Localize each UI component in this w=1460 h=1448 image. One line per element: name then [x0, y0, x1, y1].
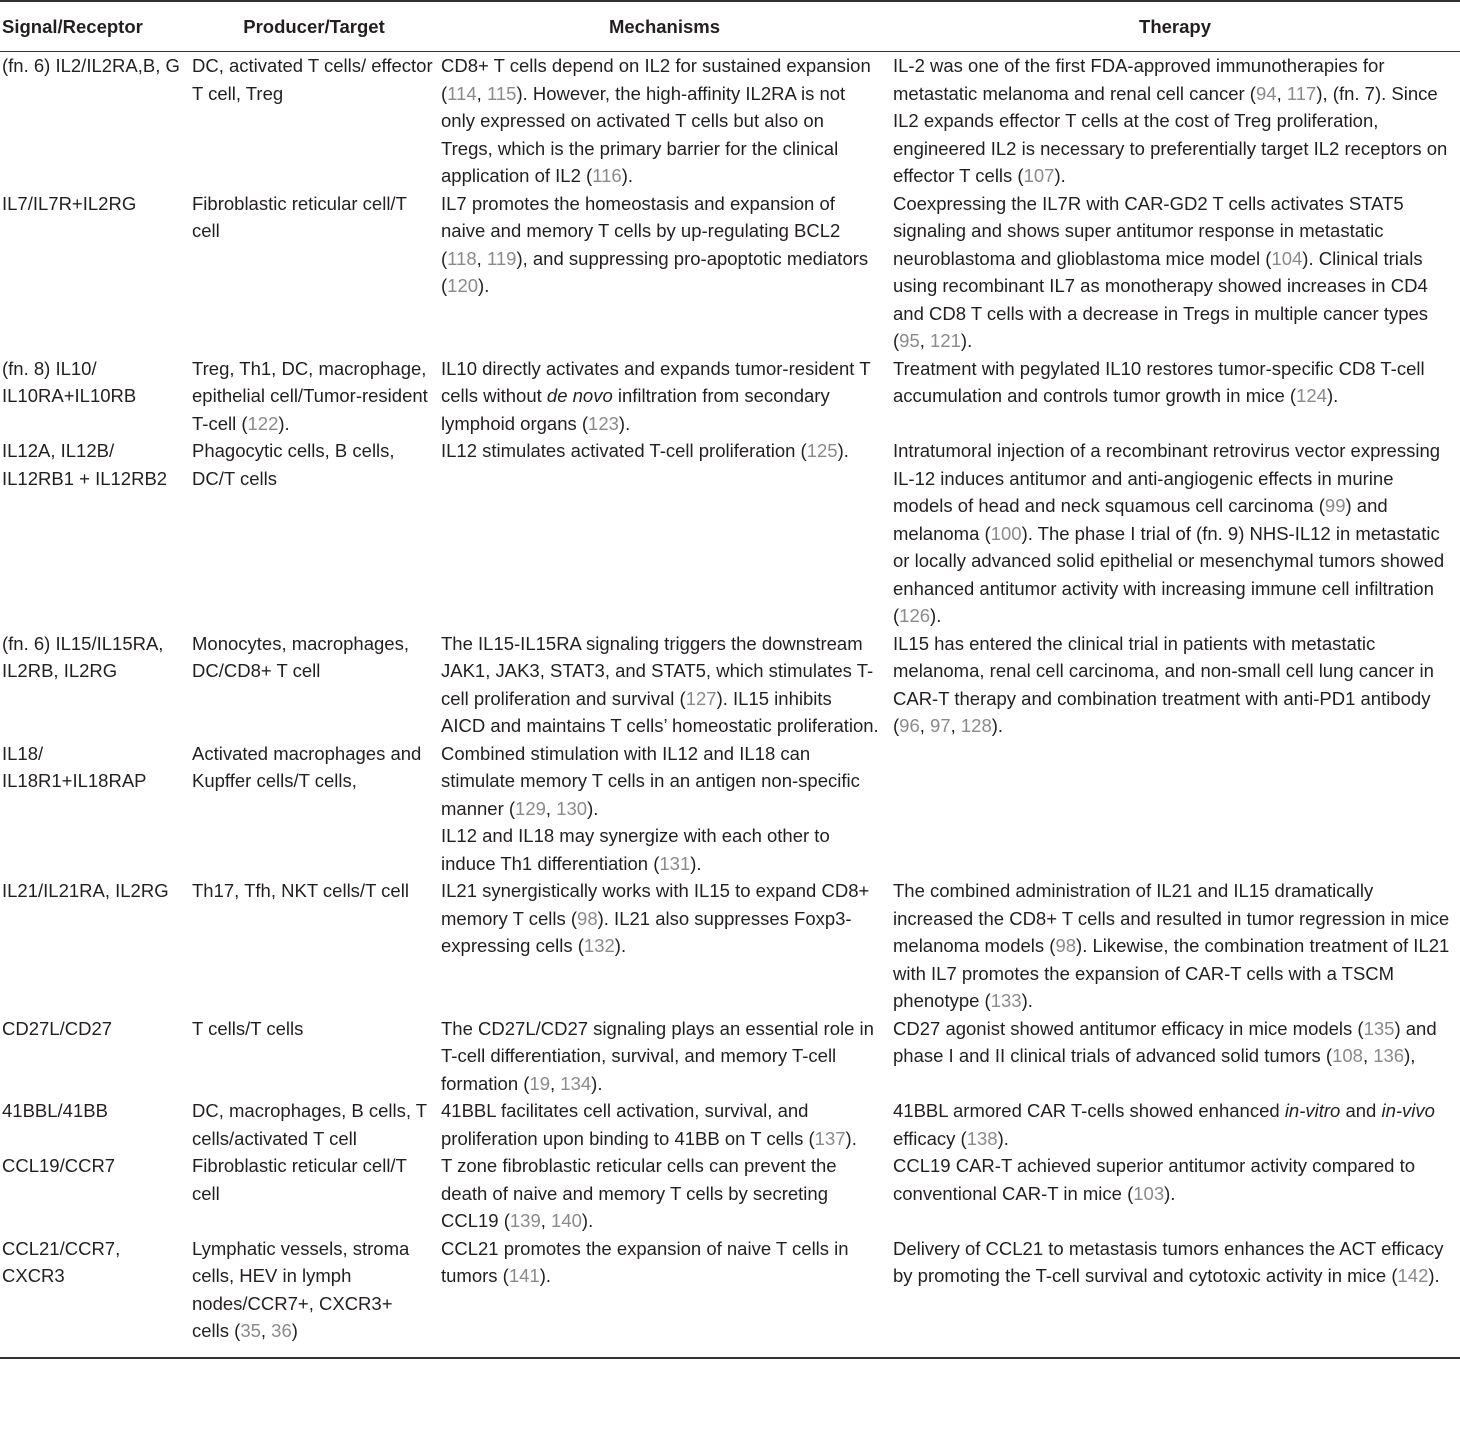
citation-ref: 128: [960, 715, 992, 736]
cell-text: CD8+ T cells depend on IL2 for sustained expansion (: [441, 55, 871, 104]
cell-text: CCL19 CAR-T achieved superior antitumor activity compared to conventional CAR-T in mice (: [893, 1155, 1415, 1204]
cell-text: ,: [550, 1072, 561, 1094]
cell-text: IL7/IL7R+IL2RG: [2, 192, 137, 214]
cell-text: Fibroblastic reticular cell/T cell: [192, 1155, 407, 1204]
cell-text: (fn. 6) IL2/IL2RA,B, G: [2, 55, 180, 76]
cell-text: CD27L/CD27: [2, 1017, 113, 1039]
cell-text: Delivery of CCL21 to metastasis tumors enhances the ACT efficacy by promoting the T-cell survival and cytotoxic activity in mice (: [893, 1237, 1444, 1286]
cell-producer-target: [189, 877, 439, 1015]
cell-text: ).: [278, 412, 290, 434]
cell-text: ,: [260, 1320, 272, 1341]
cell-therapy: [890, 877, 1460, 1015]
citation-ref: 108: [1332, 1045, 1363, 1066]
citation-ref: 107: [1023, 165, 1055, 186]
cell-text: IL10 directly activates and expands tumor-resident T cells without: [441, 357, 871, 406]
cell-text: The IL15-IL15RA signaling triggers the downstream JAK1, JAK3, STAT3, and STAT5, which stimulates T-cell proliferation and survival (: [441, 632, 874, 709]
cell-text: Treg, Th1, DC, macrophage, epithelial cell/Tumor-resident T-cell (: [192, 357, 428, 434]
cell-text: ).: [997, 1127, 1009, 1149]
cell-mechanisms: [439, 190, 890, 355]
cell-text: (fn. 6) IL15/IL15RA, IL2RB, IL2RG: [2, 632, 164, 681]
cell-text: ).: [930, 605, 942, 626]
cell-mechanisms: [439, 1235, 890, 1358]
cell-text: ).: [690, 852, 702, 874]
citation-ref: 100: [990, 522, 1022, 544]
citation-ref: 140: [551, 1210, 582, 1231]
cell-text: CCL19/CCR7: [2, 1155, 116, 1176]
citation-ref: 116: [592, 165, 622, 186]
header-therapy: Therapy: [1139, 15, 1211, 37]
table-row: [0, 630, 1460, 740]
cell-signal-receptor: [0, 1015, 189, 1098]
citation-ref: 98: [1055, 935, 1077, 956]
header-signal-receptor: Signal/Receptor: [2, 15, 143, 37]
cell-mechanisms: [439, 877, 890, 1015]
cell-therapy: [890, 355, 1460, 438]
cell-text: CCL21 promotes the expansion of naive T cells in tumors (: [441, 1237, 849, 1286]
citation-ref: 129: [515, 797, 546, 819]
cell-therapy: [890, 1235, 1460, 1358]
italic-text: in-vitro: [1284, 1100, 1341, 1121]
cell-mechanisms: [439, 52, 890, 190]
cell-signal-receptor: [0, 1097, 189, 1152]
cell-text: ).: [478, 275, 490, 296]
citation-ref: 135: [1363, 1017, 1395, 1039]
cell-text: ).: [1428, 1265, 1440, 1286]
cell-therapy: [890, 190, 1460, 355]
citation-ref: 35: [240, 1320, 261, 1341]
cell-producer-target: [189, 1235, 439, 1358]
citation-ref: 130: [556, 797, 588, 819]
cell-therapy: [890, 1097, 1460, 1152]
cell-text: IL18/ IL18R1+IL18RAP: [2, 742, 147, 791]
cell-text: IL12 and IL18 may synergize with each other to induce Th1 differentiation (: [441, 825, 830, 874]
cell-therapy: [890, 52, 1460, 190]
cell-text: T zone fibroblastic reticular cells can prevent the death of naive and memory T cells by secreting CCL19 (: [441, 1155, 837, 1231]
cell-text: ). The phase I trial of (fn. 9) NHS-IL12 in metastatic or locally advanced solid epithelial or mesenchymal tumors showed enhanced antitumor activity with increasing immune cell infiltration (: [893, 522, 1445, 626]
cell-text: ).: [837, 440, 849, 461]
cell-text: ).: [618, 412, 631, 434]
cell-text: DC, activated T cells/ effector T cell, Treg: [192, 55, 433, 104]
cell-text: ). Clinical trials using recombinant IL7 as monotherapy showed increases in CD4 and CD8 T cells with a decrease in Tregs in multiple cancer types (: [893, 247, 1429, 351]
cell-text: ) and melanoma (: [893, 495, 1388, 544]
cell-text: ).: [991, 715, 1004, 736]
cell-text: ,: [1276, 82, 1287, 104]
cell-text: Intratumoral injection of a recombinant retrovirus vector expressing IL-12 induces antitumor and anti-angiogenic effects in murine models of head and neck squamous cell carcinoma (: [893, 440, 1441, 516]
cell-text: Treatment with pegylated IL10 restores tumor-specific CD8 T-cell accumulation and controls tumor growth in mice (: [893, 357, 1425, 406]
cell-text: ).: [581, 1210, 594, 1231]
header-producer-target: Producer/Target: [243, 15, 385, 37]
cell-text: ): [291, 1320, 298, 1341]
cell-therapy: [890, 437, 1460, 630]
cell-text: IL21/IL21RA, IL2RG: [2, 880, 169, 901]
citation-ref: 97: [930, 715, 951, 736]
cell-text: Coexpressing the IL7R with CAR-GD2 T cells activates STAT5 signaling and shows super antitumor response in metastatic neuroblastoma and glioblastoma mice model (: [893, 192, 1404, 269]
cell-signal-receptor: [0, 877, 189, 1015]
cell-text: DC, macrophages, B cells, T cells/activated T cell: [192, 1100, 427, 1149]
citation-ref: 115: [486, 82, 517, 104]
cell-text: 41BBL/41BB: [2, 1100, 108, 1121]
cell-signal-receptor: [0, 630, 189, 740]
cell-text: ).: [587, 797, 599, 819]
cell-text: ) and phase I and II clinical trials of advanced solid tumors (: [893, 1017, 1437, 1066]
cell-text: (fn. 8) IL10/ IL10RA+IL10RB: [2, 357, 137, 406]
cell-therapy: [890, 740, 1460, 878]
cell-text: ,: [545, 797, 557, 819]
table-row: [0, 52, 1460, 190]
citation-ref: 94: [1255, 82, 1277, 104]
cell-text: ).: [845, 1127, 857, 1149]
table-row: [0, 355, 1460, 438]
cell-text: Th17, Tfh, NKT cells/T cell: [192, 880, 409, 901]
cell-mechanisms: [439, 630, 890, 740]
cell-text: ). However, the high-affinity IL2RA is not only expressed on activated T cells but also on Tregs, which is the primary barrier for the clinical application of IL2 (: [441, 82, 846, 186]
cell-text: ), (fn. 7). Since IL2 expands effector T cells at the cost of Treg proliferation, engineered IL2 is necessary to preferentially target IL2 receptors on effector T cells (: [893, 82, 1448, 186]
cell-producer-target: [189, 630, 439, 740]
cell-text: Monocytes, macrophages, DC/CD8+ T cell: [192, 632, 409, 681]
cell-producer-target: [189, 190, 439, 355]
cell-mechanisms: [439, 1152, 890, 1235]
citation-ref: 141: [508, 1265, 540, 1286]
citation-ref: 132: [583, 935, 615, 956]
citation-ref: 117: [1286, 82, 1317, 104]
cell-mechanisms: [439, 1015, 890, 1098]
cell-text: ).: [614, 935, 627, 956]
table-row: [0, 437, 1460, 630]
cell-text: Combined stimulation with IL12 and IL18 can stimulate memory T cells in an antigen non-specific manner (: [441, 742, 860, 819]
cell-text: Activated macrophages and Kupffer cells/T cells,: [192, 742, 422, 791]
citation-ref: 104: [1271, 247, 1303, 269]
citation-ref: 96: [899, 715, 920, 736]
cell-text: ). IL21 also suppresses Foxp3-expressing cells (: [441, 907, 852, 956]
citation-ref: 133: [990, 990, 1022, 1011]
table-body: [0, 52, 1460, 1358]
cell-mechanisms: [439, 355, 890, 438]
cell-text: IL15 has entered the clinical trial in patients with metastatic melanoma, renal cell carcinoma, and non-small cell lung cancer in CAR-T therapy and combination treatment with anti-PD1 antibody (: [893, 632, 1434, 736]
cell-text: ).: [960, 330, 973, 351]
cell-text: infiltration from secondary lymphoid organs (: [441, 385, 830, 434]
table-row: [0, 740, 1460, 878]
citation-ref: 122: [247, 412, 279, 434]
header-mechanisms: Mechanisms: [608, 15, 721, 37]
cell-signal-receptor: [0, 437, 189, 630]
cell-text: ,: [476, 82, 487, 104]
cell-producer-target: [189, 740, 439, 878]
cell-producer-target: [189, 52, 439, 190]
cell-text: ).: [621, 165, 633, 186]
cell-mechanisms: [439, 437, 890, 630]
citation-ref: 36: [271, 1320, 292, 1341]
italic-text: in-vivo: [1381, 1100, 1435, 1121]
citation-ref: 137: [814, 1127, 846, 1149]
cell-signal-receptor: [0, 190, 189, 355]
cell-text: efficacy (: [893, 1127, 967, 1149]
cell-text: Fibroblastic reticular cell/T cell: [192, 192, 407, 241]
cell-text: ).: [1054, 165, 1066, 186]
cell-text: ,: [476, 247, 487, 269]
cell-therapy: [890, 1152, 1460, 1235]
cell-text: ).: [1326, 385, 1339, 406]
cell-text: ). Likewise, the combination treatment of IL21 with IL7 promotes the expansion of CAR-T cells with a TSCM phenotype (: [893, 935, 1450, 1011]
cell-producer-target: [189, 1097, 439, 1152]
table-row: [0, 1235, 1460, 1358]
citation-ref: 124: [1296, 385, 1327, 406]
cell-signal-receptor: [0, 740, 189, 878]
citation-ref: 114: [447, 82, 477, 104]
citation-ref: 139: [509, 1210, 541, 1231]
cell-producer-target: [189, 1015, 439, 1098]
citation-ref: 136: [1373, 1045, 1405, 1066]
cell-text: ),: [1404, 1045, 1416, 1066]
citation-ref: 131: [659, 852, 691, 874]
cell-signal-receptor: [0, 355, 189, 438]
citation-ref: 125: [806, 440, 838, 461]
cell-signal-receptor: [0, 1152, 189, 1235]
cell-text: ).: [1164, 1182, 1176, 1204]
cell-text: ). IL15 inhibits AICD and maintains T cells’ homeostatic proliferation.: [441, 687, 879, 736]
cell-text: ).: [1021, 990, 1033, 1011]
cell-producer-target: [189, 437, 439, 630]
citation-ref: 118: [447, 247, 477, 269]
cell-therapy: [890, 1015, 1460, 1098]
cell-text: 41BBL armored CAR T-cells showed enhanced: [893, 1100, 1285, 1121]
table-header: [0, 1, 1460, 52]
citation-ref: 95: [899, 330, 920, 351]
cell-text: ,: [1362, 1045, 1374, 1066]
cell-mechanisms: [439, 740, 890, 878]
citation-ref: 120: [447, 275, 479, 296]
citation-ref: 126: [899, 605, 931, 626]
table-row: [0, 1152, 1460, 1235]
citation-ref: 127: [685, 687, 717, 709]
cell-text: Lymphatic vessels, stroma cells, HEV in lymph nodes/CCR7+, CXCR3+ cells (: [192, 1237, 410, 1341]
italic-text: de novo: [546, 385, 613, 406]
header-row: [0, 1, 1460, 52]
citation-ref: 142: [1397, 1265, 1429, 1286]
table-row: [0, 1015, 1460, 1098]
citation-ref: 123: [588, 412, 619, 434]
cell-text: ,: [540, 1210, 552, 1231]
cell-text: ).: [539, 1265, 552, 1286]
citation-ref: 19: [529, 1072, 550, 1094]
cell-producer-target: [189, 1152, 439, 1235]
table-row: [0, 877, 1460, 1015]
citation-ref: 99: [1324, 495, 1346, 516]
cell-text: ).: [591, 1072, 603, 1094]
cell-text: IL21 synergistically works with IL15 to expand CD8+ memory T cells (: [441, 880, 870, 929]
citation-ref: 134: [560, 1072, 592, 1094]
cell-text: The combined administration of IL21 and IL15 dramatically increased the CD8+ T cells and resulted in tumor regression in mice melanoma models (: [893, 880, 1450, 956]
citation-ref: 103: [1133, 1182, 1165, 1204]
cell-signal-receptor: [0, 1235, 189, 1358]
cell-text: and: [1340, 1100, 1382, 1121]
cell-text: ,: [919, 330, 931, 351]
citation-ref: 98: [577, 907, 598, 929]
citation-ref: 138: [966, 1127, 998, 1149]
cell-text: Phagocytic cells, B cells, DC/T cells: [192, 440, 395, 489]
table-row: [0, 1097, 1460, 1152]
cell-text: IL12 stimulates activated T-cell proliferation (: [441, 440, 807, 461]
cell-signal-receptor: [0, 52, 189, 190]
citation-ref: 121: [930, 330, 961, 351]
table-row: [0, 190, 1460, 355]
cell-text: ,: [919, 715, 931, 736]
cell-text: 41BBL facilitates cell activation, survival, and proliferation upon binding to 41BB on T cells (: [441, 1100, 815, 1149]
cell-mechanisms: [439, 1097, 890, 1152]
cell-text: IL-2 was one of the first FDA-approved immunotherapies for metastatic melanoma and renal cell cancer (: [893, 55, 1385, 104]
cell-text: IL12A, IL12B/ IL12RB1 + IL12RB2: [2, 440, 168, 489]
cell-text: ), and suppressing pro-apoptotic mediators (: [441, 247, 869, 296]
cell-text: The CD27L/CD27 signaling plays an essential role in T-cell differentiation, survival, and memory T-cell formation (: [441, 1017, 874, 1094]
citation-ref: 119: [486, 247, 517, 269]
cell-therapy: [890, 630, 1460, 740]
cell-text: CCL21/CCR7, CXCR3: [2, 1237, 121, 1286]
cell-text: CD27 agonist showed antitumor efficacy in mice models (: [893, 1017, 1364, 1039]
cell-text: ,: [950, 715, 961, 736]
cell-producer-target: [189, 355, 439, 438]
cell-text: T cells/T cells: [192, 1017, 304, 1039]
cell-text: IL7 promotes the homeostasis and expansion of naive and memory T cells by up-regulating BCL2 (: [441, 192, 841, 269]
